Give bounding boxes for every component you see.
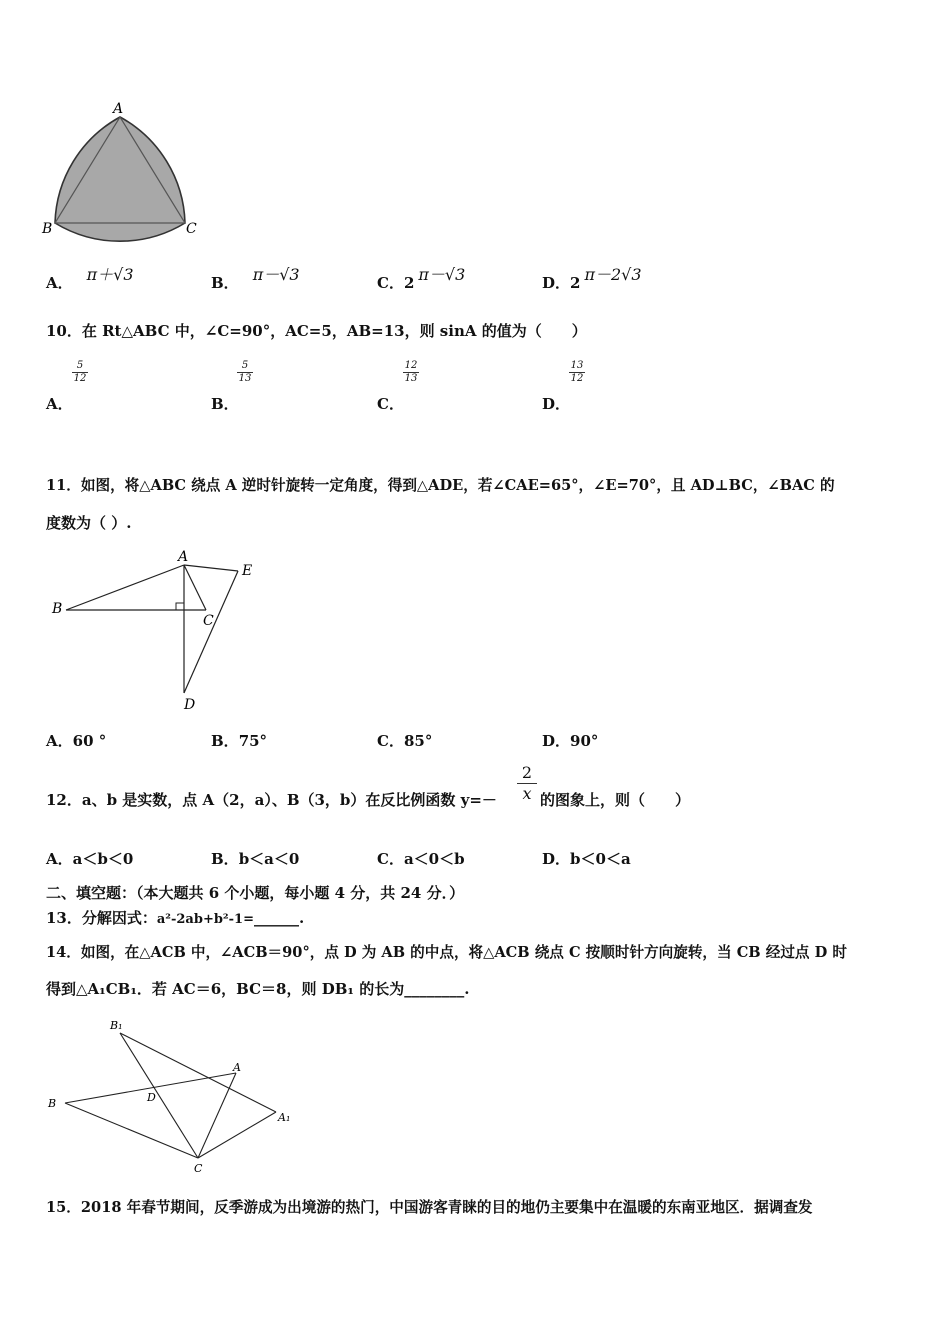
q11-option-b: B．75° bbox=[211, 732, 268, 750]
label-c: C bbox=[186, 221, 197, 237]
seg-b1a1 bbox=[120, 1033, 276, 1112]
seg-ae bbox=[184, 565, 238, 571]
q10-frac-d: $\frac{13}{12}$ bbox=[570, 360, 584, 384]
q11-question-line1: 11．如图，将△ABC 绕点 A 逆时针旋转一定角度，得到△ADE，若∠CAE=65°，∠E=70°，且 AD⊥BC，∠BAC 的 bbox=[46, 477, 835, 494]
q10-option-c-letter: C． bbox=[377, 395, 404, 413]
q10-frac-b: $\frac{5}{13}$ bbox=[238, 360, 252, 384]
q12-question-after: 的图象上，则（ ） bbox=[540, 791, 691, 809]
q10-frac-c: $\frac{12}{13}$ bbox=[404, 360, 418, 384]
label-d: D bbox=[147, 1091, 156, 1104]
q11-option-d: D．90° bbox=[542, 732, 599, 750]
label-a: A bbox=[233, 1061, 241, 1074]
right-angle-mark bbox=[176, 603, 184, 610]
q12-option-b: B．b＜a＜0 bbox=[211, 850, 300, 868]
q14-question-line2: 得到△A₁CB₁．若 AC＝6，BC＝8，则 DB₁ 的长为________. bbox=[46, 980, 470, 998]
label-b1: B₁ bbox=[110, 1019, 123, 1032]
q12-frac-num: 2 bbox=[517, 763, 537, 784]
label-b: B bbox=[42, 221, 53, 237]
reuleaux-triangle-figure bbox=[40, 95, 210, 245]
seg-a1c bbox=[198, 1112, 276, 1158]
q15-question: 15．2018 年春节期间，反季游成为出境游的热门，中国游客青睐的目的地仍主要集中在温暖的东南亚地区．据调查发 bbox=[46, 1199, 813, 1216]
q9-option-a: A． π＋√3 bbox=[46, 265, 134, 292]
q11-option-a: A．60 ° bbox=[46, 732, 107, 750]
q10-question: 10．在 Rt△ABC 中，∠C=90°，AC=5，AB=13，则 sinA 的值为（ ） bbox=[46, 322, 587, 340]
q9-option-d: D．2 π－2√3 bbox=[542, 265, 642, 292]
seg-ac bbox=[184, 565, 206, 610]
section-heading-fill-in: 二、填空题：（本大题共 6 个小题，每小题 4 分，共 24 分．） bbox=[46, 884, 465, 902]
q12-option-a: A．a＜b＜0 bbox=[46, 850, 134, 868]
q12-option-d: D．b＜0＜a bbox=[542, 850, 631, 868]
seg-ac bbox=[198, 1073, 236, 1158]
q10-option-d-letter: D． bbox=[542, 395, 571, 413]
q13-question: 13．分解因式：a²-2ab+b²-1=______. bbox=[46, 909, 305, 927]
q10-frac-a: $\frac{5}{12}$ bbox=[73, 360, 87, 384]
q14-question-line1: 14．如图，在△ACB 中，∠ACB＝90°，点 D 为 AB 的中点，将△ACB 绕点 C 按顺时针方向旋转，当 CB 经过点 D 时 bbox=[46, 944, 847, 961]
seg-de bbox=[184, 571, 238, 693]
rotation-figure-q14 bbox=[40, 1015, 300, 1180]
label-b: B bbox=[52, 601, 63, 617]
label-c: C bbox=[194, 1162, 203, 1175]
q12-frac-den: x bbox=[522, 784, 532, 803]
label-a: A bbox=[178, 549, 189, 565]
seg-bc bbox=[65, 1103, 198, 1158]
q9-option-c: C．2 π－√3 bbox=[377, 265, 466, 292]
q11-option-c: C．85° bbox=[377, 732, 433, 750]
q12-option-c: C．a＜0＜b bbox=[377, 850, 465, 868]
q10-option-a-letter: A． bbox=[46, 395, 73, 413]
label-e: E bbox=[242, 563, 253, 579]
q10-option-b-letter: B． bbox=[211, 395, 239, 413]
label-a1: A₁ bbox=[278, 1111, 291, 1124]
label-c: C bbox=[203, 613, 214, 629]
q9-option-b: B． π－√3 bbox=[211, 265, 300, 292]
seg-b1c bbox=[120, 1033, 198, 1158]
label-d: D bbox=[184, 697, 196, 713]
q12-fraction bbox=[517, 763, 537, 804]
label-a: A bbox=[113, 101, 124, 117]
q12-question-before: 12．a、b 是实数，点 A（2，a）、B（3，b）在反比例函数 y=－ bbox=[46, 791, 497, 809]
label-b: B bbox=[48, 1097, 57, 1110]
q11-question-line2: 度数为（ ）. bbox=[46, 514, 132, 532]
rotation-triangle-figure bbox=[48, 545, 268, 715]
seg-ba bbox=[66, 565, 184, 610]
